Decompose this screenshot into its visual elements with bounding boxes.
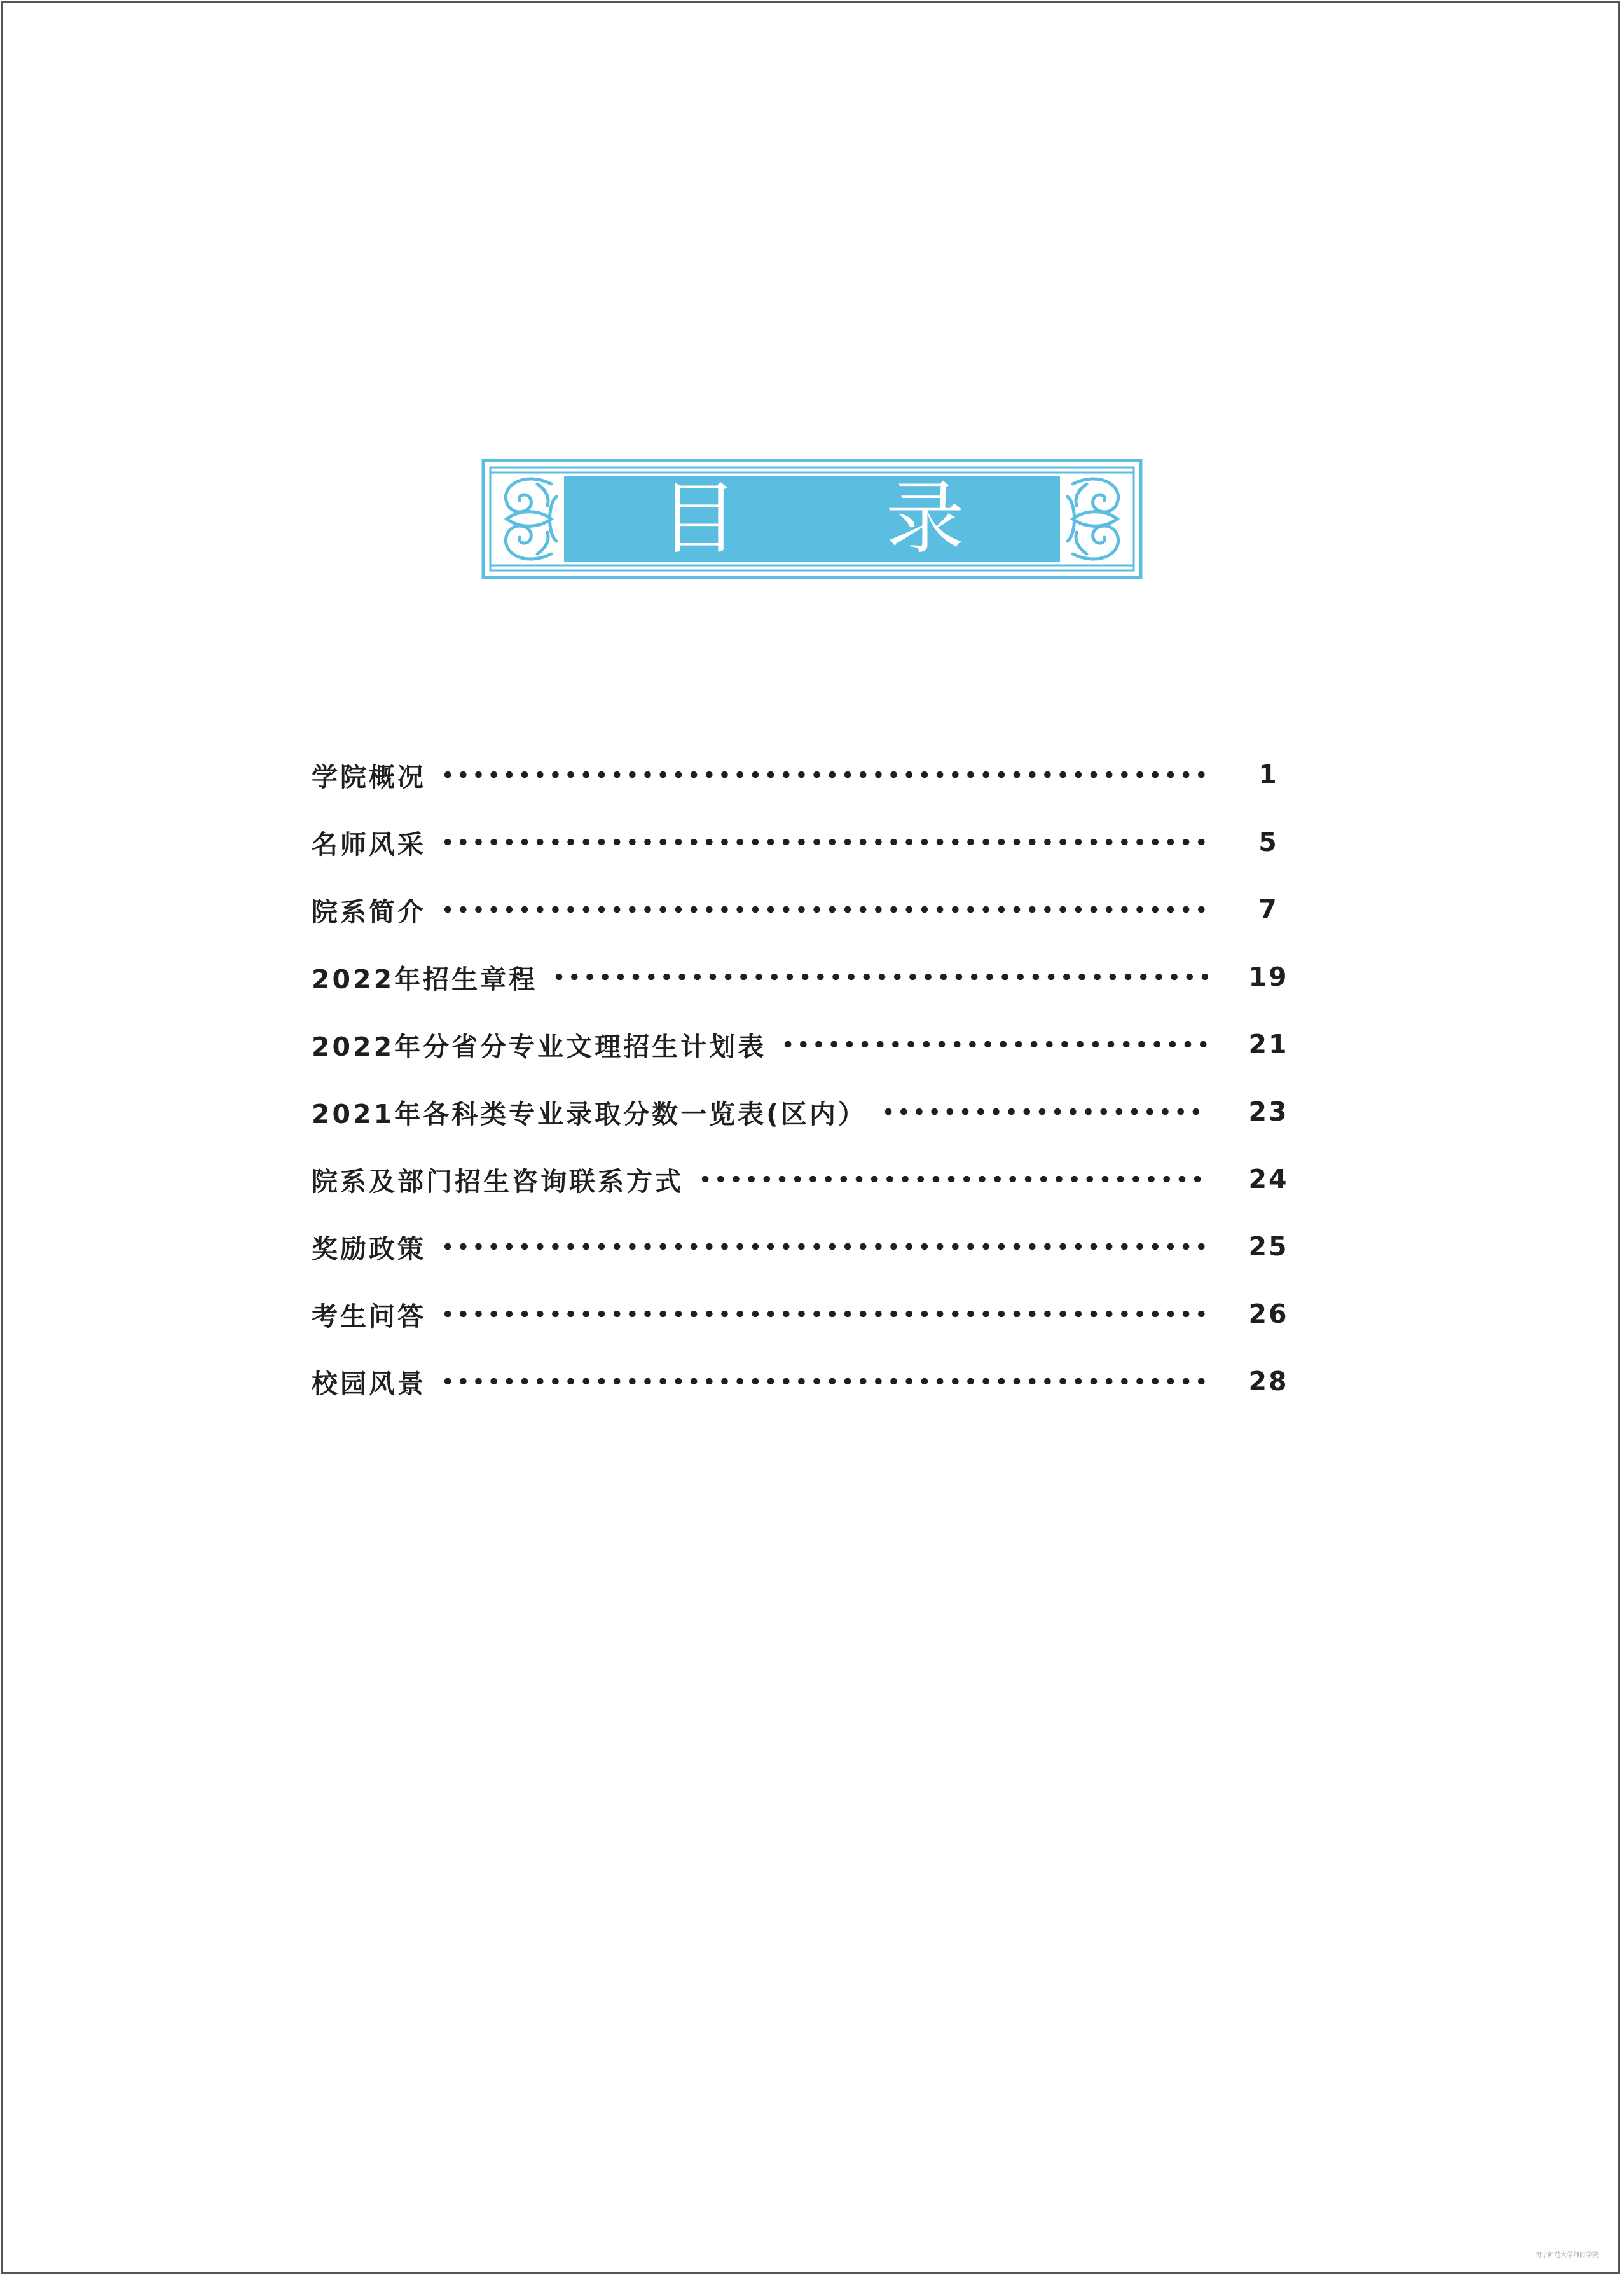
toc-entry-label: 校园风景	[312, 1368, 426, 1399]
toc-entry-8[interactable]	[312, 1213, 1291, 1280]
toc-entry-label: 学院概况	[312, 761, 426, 792]
dot-leader	[440, 1378, 1208, 1384]
dot-leader	[440, 771, 1208, 778]
toc-entry-label: 名师风采	[312, 829, 426, 860]
toc-entry-label: 院系简介	[312, 896, 426, 927]
toc-entry-page-number: 26	[1248, 1299, 1289, 1329]
toc-entry-9[interactable]	[312, 1280, 1291, 1348]
dot-leader	[698, 1176, 1208, 1182]
dot-leader	[440, 839, 1208, 845]
page-title: 目 录	[659, 473, 1026, 565]
toc-entry-10[interactable]	[312, 1348, 1291, 1415]
dot-leader	[440, 906, 1208, 913]
toc-entry-page-number: 19	[1248, 962, 1289, 992]
dot-leader	[440, 1311, 1208, 1317]
toc-entry-1[interactable]	[312, 741, 1291, 808]
table-of-contents	[312, 741, 1291, 1415]
toc-entry-2[interactable]	[312, 808, 1291, 876]
toc-entry-label: 奖励政策	[312, 1233, 426, 1264]
toc-entry-3[interactable]	[312, 876, 1291, 943]
toc-entry-6[interactable]	[312, 1078, 1291, 1145]
toc-entry-page-number: 28	[1248, 1366, 1289, 1397]
toc-entry-page-number: 7	[1258, 894, 1279, 925]
toc-entry-5[interactable]	[312, 1011, 1291, 1078]
dot-leader	[881, 1108, 1208, 1115]
toc-entry-4[interactable]	[312, 943, 1291, 1011]
toc-entry-label: 考生问答	[312, 1301, 426, 1332]
toc-entry-7[interactable]	[312, 1145, 1291, 1213]
toc-entry-page-number: 1	[1258, 759, 1279, 790]
footer-note: 南宁师范大学师园学院	[1535, 2252, 1599, 2259]
dot-leader	[780, 1041, 1208, 1047]
toc-entry-page-number: 25	[1248, 1231, 1289, 1262]
toc-entry-page-number: 21	[1248, 1029, 1289, 1060]
toc-entry-label: 2022年招生章程	[312, 963, 538, 995]
toc-title-banner	[481, 459, 1143, 579]
dot-leader	[551, 974, 1208, 980]
toc-entry-label: 2021年各科类专业录取分数一览表(区内）	[312, 1098, 867, 1129]
toc-entry-label: 院系及部门招生咨询联系方式	[312, 1166, 684, 1197]
dot-leader	[440, 1243, 1208, 1250]
toc-entry-page-number: 5	[1258, 827, 1279, 857]
toc-entry-page-number: 23	[1248, 1096, 1289, 1127]
toc-entry-label: 2022年分省分专业文理招生计划表	[312, 1031, 767, 1062]
toc-entry-page-number: 24	[1248, 1164, 1289, 1194]
